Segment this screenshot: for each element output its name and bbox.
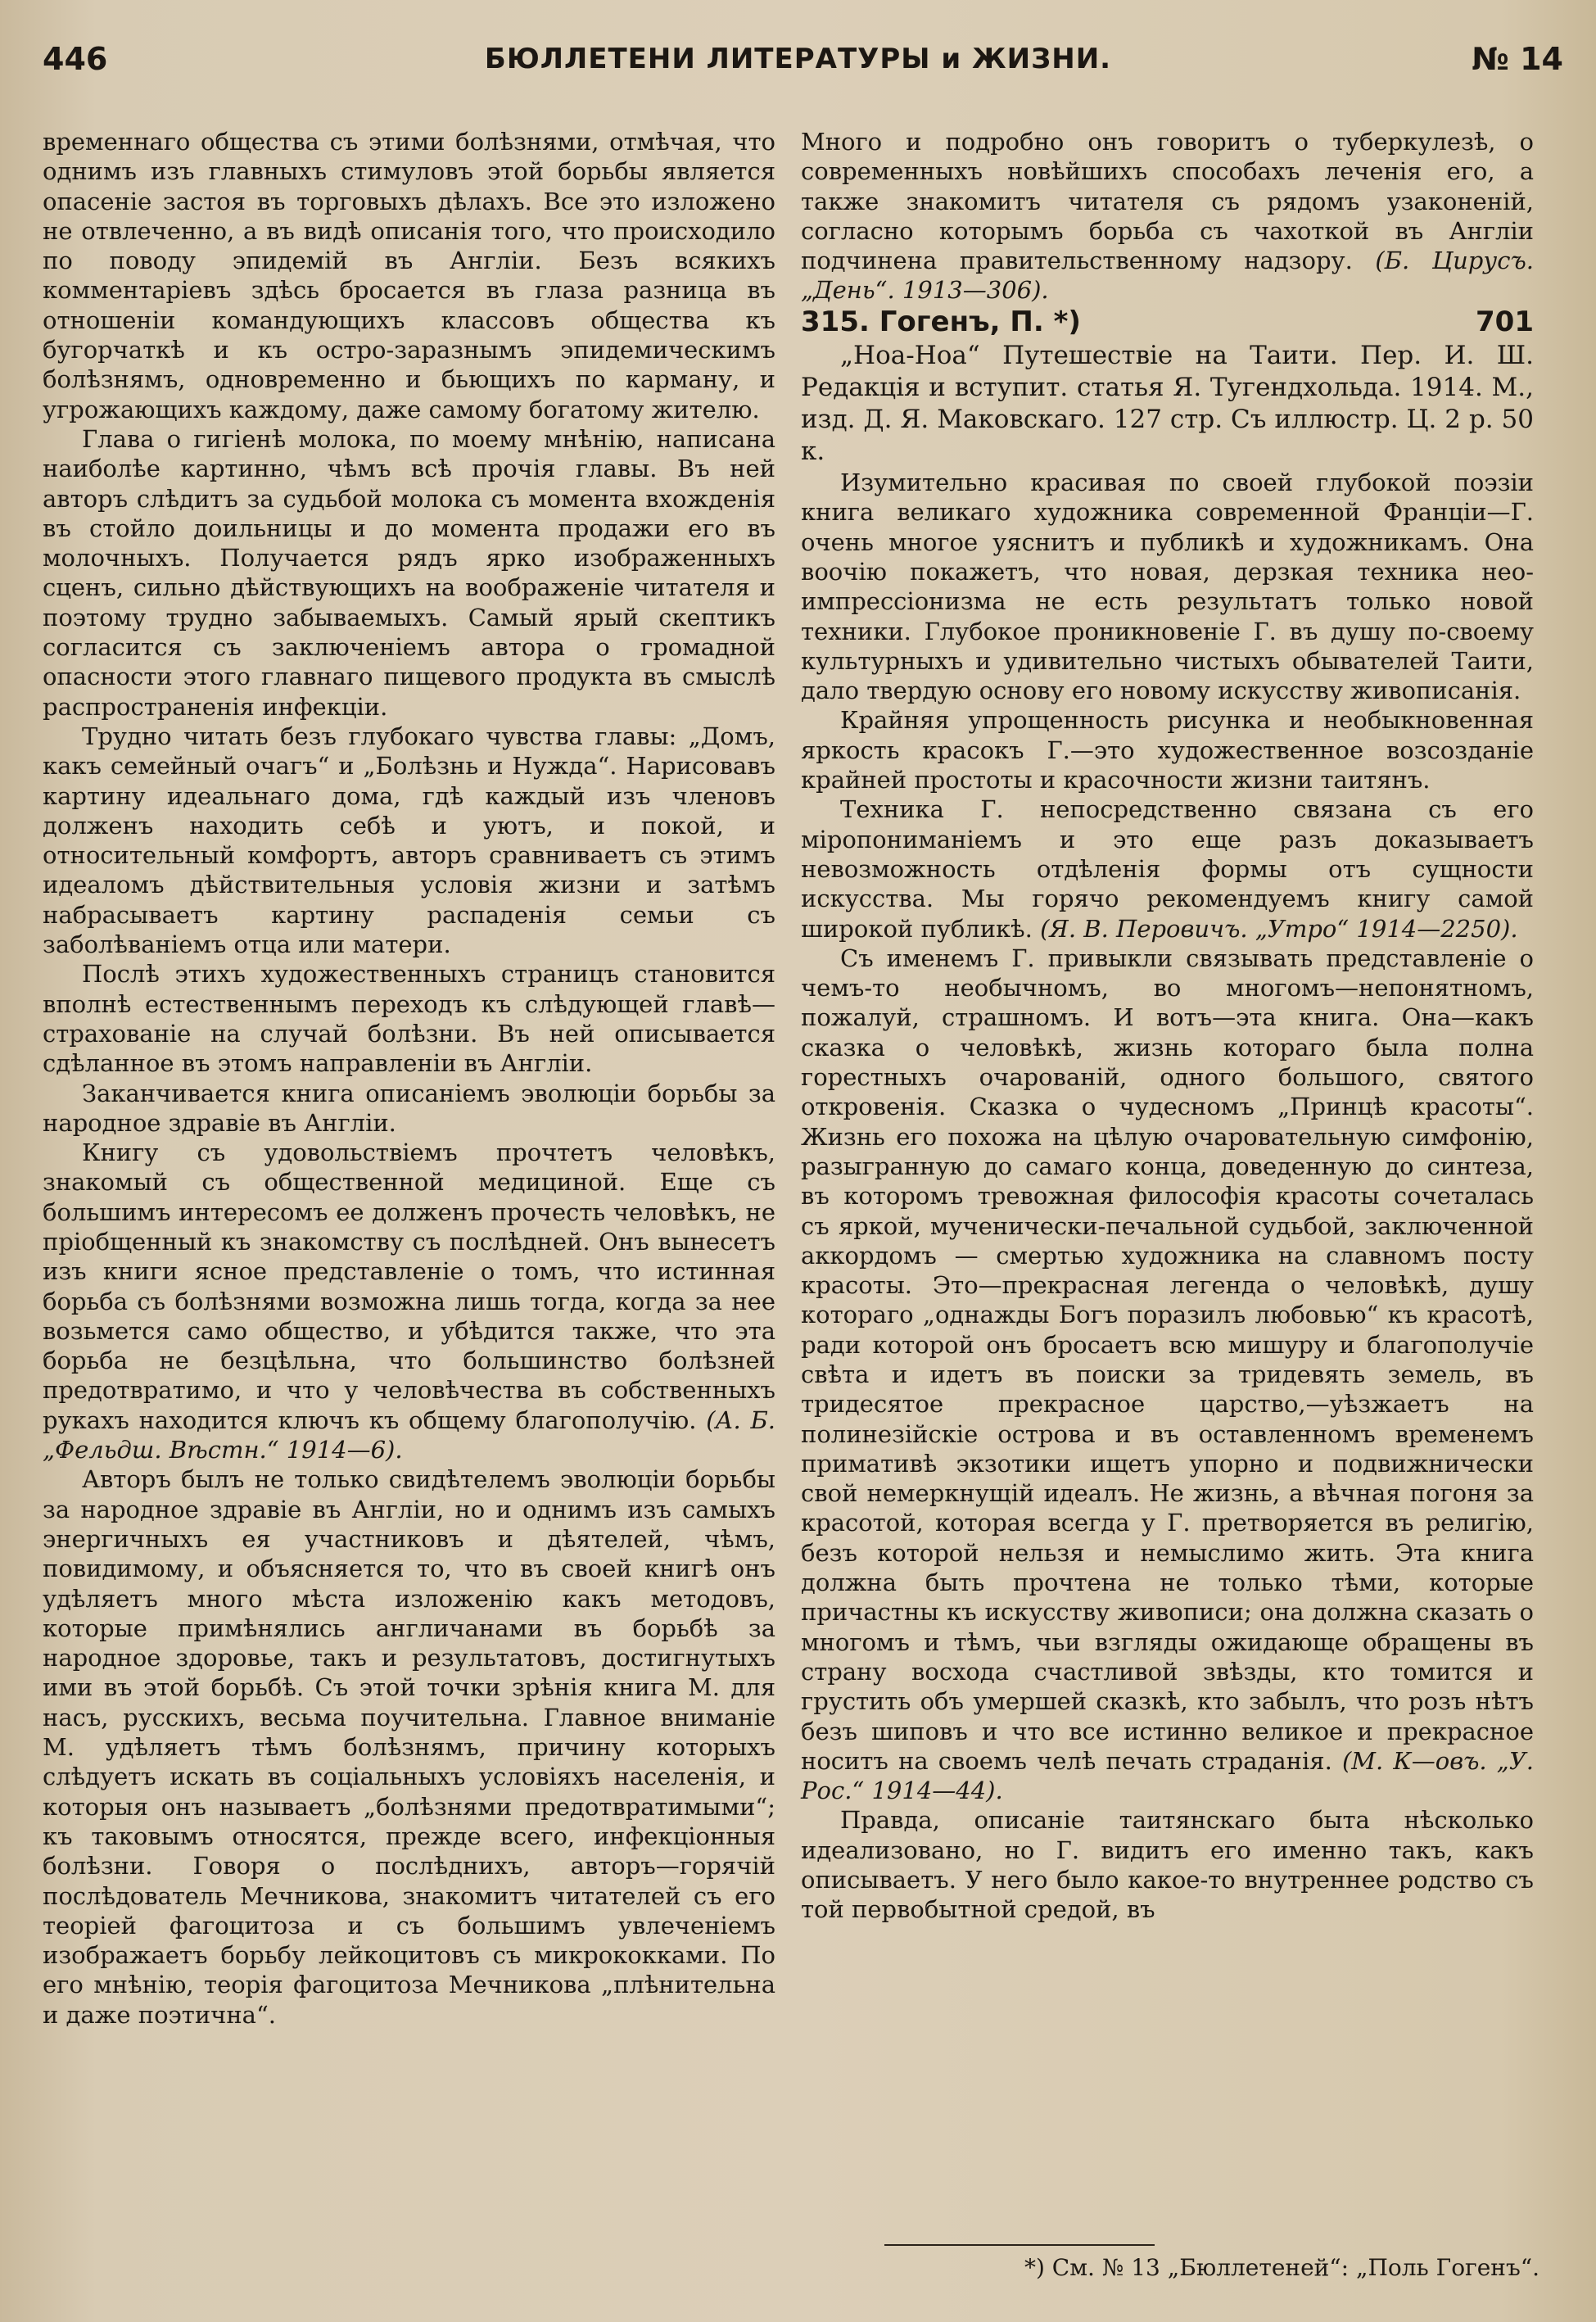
paragraph: Крайняя упрощенность рисунка и необыкновенная яркость красокъ Г.—это художественное возсозданіе крайней простоты и красочности жизни таитянъ. xyxy=(801,706,1534,794)
entry-heading xyxy=(801,307,1534,337)
paragraph-text: Техника Г. непосредственно связана съ его міропониманіемъ и это еще разъ доказываетъ невозможность отдѣленія формы отъ сущности искусства. Мы горячо рекомендуемъ книгу самой широкой публикѣ. xyxy=(801,795,1534,943)
footnote-divider xyxy=(884,2244,1155,2246)
paragraph xyxy=(801,127,1534,306)
paragraph xyxy=(801,794,1534,943)
paragraph xyxy=(43,1138,775,1464)
citation: (М. К—овъ. „У. Рос.“ 1914—44). xyxy=(801,1746,1534,1805)
paragraph: Глава о гигіенѣ молока, по моему мнѣнію, написана наиболѣе картинно, чѣмъ всѣ прочія главы. Въ ней авторъ слѣдитъ за судьбой молока съ момента вхожденія въ стойло доильницы и до момента продажи его въ молочныхъ. Получается рядъ ярко изображенныхъ сценъ, сильно дѣйствующихъ на воображеніе читателя и поэтому трудно забываемыхъ. Самый ярый скептикъ согласится съ заключеніемъ автора о громадной опасности этого главнаго пищевого продукта въ смыслѣ распространенія инфекціи. xyxy=(43,424,775,721)
issue-number: № 14 xyxy=(1472,41,1563,77)
paragraph: Трудно читать безъ глубокаго чувства главы: „Домъ, какъ семейный очагъ“ и „Болѣзнь и Нужда“. Нарисовавъ картину идеальнаго дома, гдѣ каждый изъ членовъ долженъ находить себѣ и уютъ, и покой, и относительный комфортъ, авторъ сравниваетъ съ этимъ идеаломъ дѣйствительныя условія жизни и затѣмъ набрасываетъ картину распаденія семьи съ заболѣваніемъ отца или матери. xyxy=(43,722,775,959)
journal-title: БЮЛЛЕТЕНИ ЛИТЕРАТУРЫ и ЖИЗНИ. xyxy=(484,43,1112,75)
citation: (А. Б. „Фельдш. Вѣстн.“ 1914—6). xyxy=(43,1405,775,1464)
paragraph: временнаго общества съ этими болѣзнями, отмѣчая, что однимъ изъ главныхъ стимуловъ этой борьбы является опасеніе застоя въ торговыхъ дѣлахъ. Все это изложено не отвлеченно, а въ видѣ описанія того, что происходило по поводу эпидемій въ Англіи. Безъ всякихъ комментаріевъ здѣсь бросается въ глаза разница въ отношеніи командующихъ классовъ общества къ бугорчаткѣ и къ остро-заразнымъ эпидемическимъ болѣзнямъ, одновременно и бьющихъ по карману, и угрожающихъ каждому, даже самому богатому жителю. xyxy=(43,128,775,423)
bibliographic-entry: „Ноа-Ноа“ Путешествіе на Таити. Пер. И. Ш. Редакція и вступит. статья Я. Тугендхольда. 1914. М., изд. Д. Я. Маковскаго. 127 стр. Съ иллюстр. Ц. 2 р. 50 к. xyxy=(801,341,1534,467)
paragraph: Заканчивается книга описаніемъ эволюціи борьбы за народное здравіе въ Англіи. xyxy=(43,1079,775,1137)
column-gutter xyxy=(786,123,787,2252)
paragraph: Изумительно красивая по своей глубокой поэзіи книга великаго художника современной Франціи—Г. очень многое уяснитъ и публикѣ и художникамъ. Она воочію покажетъ, что новая, дерзкая техника нео-импрессіонизма не есть результатъ только новой техники. Глубокое проникновеніе Г. въ душу по-своему культурныхъ и удивительно чистыхъ обывателей Таити, дало твердую основу его новому искусству живописанія. xyxy=(801,468,1534,705)
paragraph-text: Много и подробно онъ говоритъ о туберкулезѣ, о современныхъ новѣйшихъ способахъ леченія его, а также знакомитъ читателя съ рядомъ узаконеній, согласно которымъ борьба съ чахоткой въ Англіи подчинена правительственному надзору. xyxy=(801,128,1534,275)
paragraph: Правда, описаніе таитянскаго быта нѣсколько идеализовано, но Г. видитъ его именно такъ, какъ описываетъ. У него было какое-то внутреннее родство съ той первобытной средой, въ xyxy=(801,1806,1534,1924)
right-column xyxy=(801,127,1534,1925)
paragraph-text: Книгу съ удовольствіемъ прочтетъ человѣкъ, знакомый съ общественной медициной. Еще съ большимъ интересомъ ее долженъ прочесть человѣкъ, не пріобщенный къ знакомству съ послѣдней. Онъ вынесетъ изъ книги ясное представленіе о томъ, что истинная борьба съ болѣзнями возможна лишь тогда, когда за нее возьмется само общество, и убѣдится также, что эта борьба не безцѣльна, что большинство болѣзней предотвратимо, и что у человѣчества въ собственныхъ рукахъ находится ключъ къ общему благополучію. xyxy=(43,1138,775,1434)
paragraph xyxy=(801,944,1534,1806)
footnote: *) См. № 13 „Бюллетеней“: „Поль Гогенъ“. xyxy=(1024,2254,1539,2281)
page-number: 446 xyxy=(43,41,108,77)
left-column xyxy=(43,127,775,2030)
paragraph-text: Съ именемъ Г. привыкли связывать представленіе о чемъ-то необычномъ, во многомъ—непонятномъ, пожалуй, страшномъ. И вотъ—эта книга. Она—какъ сказка о человѣкѣ, жизнь котораго была полна горестныхъ очарованій, одного большого, святого откровенія. Сказка о чудесномъ „Принцѣ красоты“. Жизнь его похожа на цѣлую очаровательную симфонію, разыгранную до самаго конца, доведенную до синтеза, въ которомъ тревожная философія красоты сочеталась съ яркой, мученически-печальной судьбой, заключенной аккордомъ — смертью художника на славномъ посту красоты. Это—прекрасная легенда о человѣкѣ, душу котораго „однажды Богъ поразилъ любовью“ къ красотѣ, ради которой онъ бросаетъ всю мишуру и благополучіе свѣта и идетъ въ поиски за тридевять земель, въ тридесятое прекрасное царство,—уѣзжаетъ на полинезійскіе острова и въ оставленномъ временемъ примативѣ экзотики ищетъ упорно и подвижнически свой немеркнущій идеалъ. Не жизнь, а вѣчная погоня за красотой, которая всегда у Г. претворяется въ религію, безъ которой нельзя и немыслимо жить. Эта книга должна быть прочтена не только тѣми, которые причастны къ искусству живописи; она должна сказать о многомъ и тѣмъ, чьи взгляды ожидающе обращены въ страну восхода счастливой звѣзды, кто томится и грустить объ умершей сказкѣ, кто забылъ, что розъ нѣтъ безъ шиповъ и что все истинно великое и прекрасное носитъ на своемъ челѣ печать страданія. xyxy=(801,944,1534,1775)
entry-code: 701 xyxy=(1476,305,1534,338)
citation: (Б. Цирусъ. „День“. 1913—306). xyxy=(801,247,1534,305)
running-header xyxy=(0,41,1596,90)
paragraph: Авторъ былъ не только свидѣтелемъ эволюціи борьбы за народное здравіе въ Англіи, но и однимъ изъ самыхъ энергичныхъ ея участниковъ и дѣятелей, чѣмъ, повидимому, и объясняется то, что въ своей книгѣ онъ удѣляетъ много мѣста изложенію какъ методовъ, которые примѣнялись англичанами въ борьбѣ за народное здоровье, такъ и результатовъ, достигнутыхъ ими въ этой борьбѣ. Съ этой точки зрѣнія книга М. для насъ, русскихъ, весьма поучительна. Главное вниманіе М. удѣляетъ тѣмъ болѣзнямъ, причину которыхъ слѣдуетъ искать въ соціальныхъ условіяхъ населенія, и которыя онъ называетъ „болѣзнями предотвратимыми“; къ таковымъ относятся, прежде всего, инфекціонныя болѣзни. Говоря о послѣднихъ, авторъ—горячій послѣдователь Мечникова, знакомитъ читателей съ его теоріей фагоцитоза и съ большимъ увлеченіемъ изображаетъ борьбу лейкоцитовъ съ микрококками. По его мнѣнію, теорія фагоцитоза Мечникова „плѣнительна и даже поэтична“. xyxy=(43,1465,775,2029)
entry-title: 315. Гогенъ, П. *) xyxy=(801,305,1081,338)
citation: (Я. В. Перовичъ. „Утро“ 1914—2250). xyxy=(1040,914,1518,943)
paragraph: Послѣ этихъ художественныхъ страницъ становится вполнѣ естественнымъ переходъ къ слѣдующей главѣ—страхованіе на случай болѣзни. Въ ней описывается сдѣланное въ этомъ направленіи въ Англіи. xyxy=(43,960,775,1078)
